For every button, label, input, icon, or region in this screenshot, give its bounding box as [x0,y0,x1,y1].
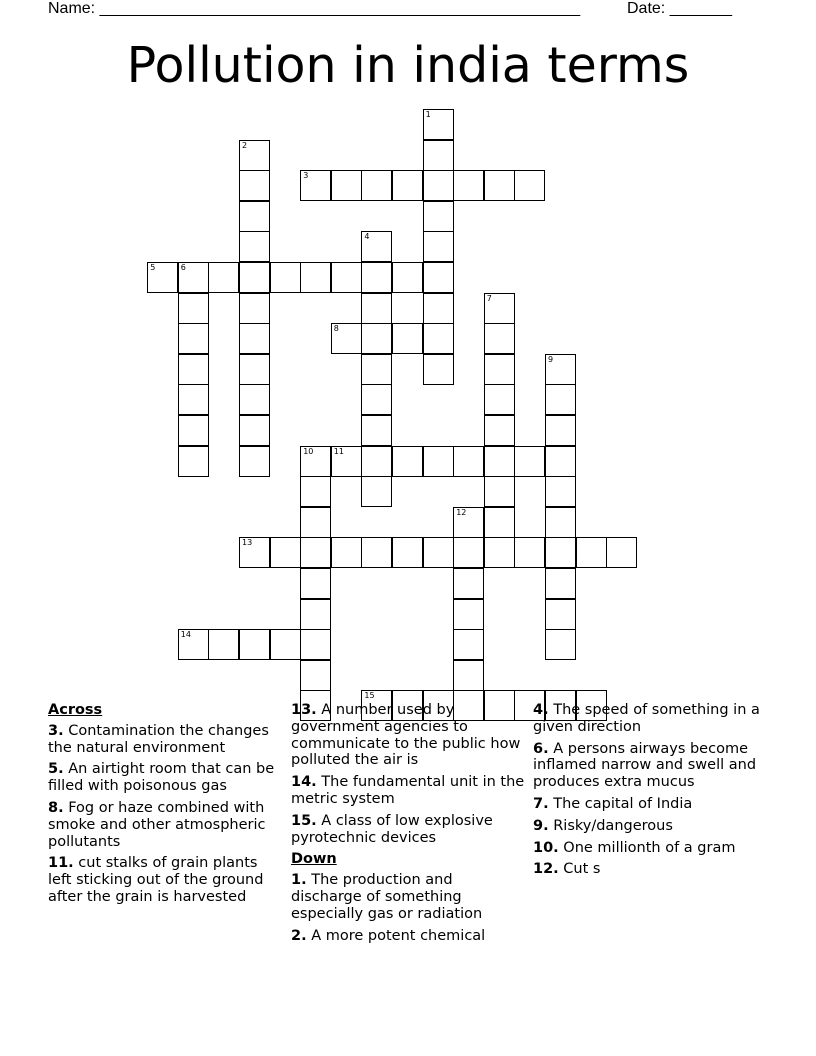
grid-cell[interactable] [239,170,270,201]
clue-item-number: 9. [533,817,549,834]
grid-cell[interactable] [361,476,392,507]
clue-number: 8 [333,324,339,334]
grid-cell[interactable] [239,446,270,477]
grid-cell[interactable] [423,446,454,477]
clue-item-number: 7. [533,795,549,812]
clue-item-text: A number used by government agencies to communicate to the public how polluted the air is [291,702,521,769]
grid-cell[interactable] [545,568,576,599]
grid-cell[interactable] [361,293,392,324]
clue-item [291,702,526,769]
clues-column-2 [291,702,526,949]
grid-cell[interactable] [147,262,178,293]
grid-cell[interactable] [453,660,484,691]
clue-number: 12 [456,507,467,517]
clue-number: 3 [303,171,309,181]
across-clue-list-continued [291,702,526,846]
grid-cell[interactable] [453,507,484,538]
clue-item [291,774,526,808]
clue-item-number: 8. [48,799,64,816]
grid-cell[interactable] [300,568,331,599]
grid-cell[interactable] [484,507,515,538]
clue-item [533,818,768,835]
clue-item [533,796,768,813]
clue-item-text: One millionth of a gram [563,839,736,856]
page-title: Pollution in india terms [126,37,690,94]
grid-cell[interactable] [545,476,576,507]
grid-cell[interactable] [300,507,331,538]
clue-item [48,800,283,850]
clue-item-number: 2. [291,927,307,944]
clue-number: 4 [364,232,370,242]
clue-item-number: 12. [533,861,559,878]
name-field-label: Name: ______________________________________________________ [48,0,581,17]
clue-number: 11 [333,446,344,456]
grid-cell[interactable] [514,537,545,568]
down-heading: Down [291,851,337,868]
clue-item-text: A more potent chemical [311,927,486,944]
grid-cell[interactable] [453,568,484,599]
clue-item-text: cut stalks of grain plants left sticking out of the ground after the grain is harvested [48,855,264,905]
clues-column-3 [533,702,768,883]
grid-cell[interactable] [300,537,331,568]
clue-number: 2 [242,140,248,150]
grid-cell[interactable] [178,384,209,415]
down-clue-list-continued [533,702,768,878]
grid-cell[interactable] [423,201,454,232]
grid-cell[interactable] [545,446,576,477]
grid-cell[interactable] [484,170,515,201]
grid-cell[interactable] [453,446,484,477]
date-field-label: Date: _______ [627,0,732,17]
clue-item-text: Fog or haze combined with smoke and other atmospheric pollutants [48,799,266,850]
grid-cell[interactable] [484,476,515,507]
grid-cell[interactable] [239,537,270,568]
grid-cell[interactable] [239,262,270,293]
clue-item-text: The speed of something in a given direction [533,702,760,735]
across-clue-list [48,723,283,906]
grid-cell[interactable] [331,170,362,201]
grid-cell[interactable] [484,354,515,385]
grid-cell[interactable] [361,415,392,446]
grid-cell[interactable] [423,231,454,262]
grid-cell[interactable] [392,537,423,568]
grid-cell[interactable] [239,384,270,415]
clue-item-number: 1. [291,872,307,889]
grid-cell[interactable] [178,354,209,385]
grid-cell[interactable] [178,293,209,324]
grid-cell[interactable] [453,629,484,660]
clue-item-number: 6. [533,740,549,757]
grid-cell[interactable] [423,170,454,201]
clue-item-text: Risky/dangerous [553,817,673,834]
grid-cell[interactable] [484,384,515,415]
grid-cell[interactable] [300,446,331,477]
clue-number: 7 [486,293,492,303]
clue-number: 1 [425,110,431,119]
grid-cell[interactable] [484,415,515,446]
clue-item-text: An airtight room that can be filled with poisonous gas [48,761,275,795]
grid-cell[interactable] [453,537,484,568]
clues-column-1 [48,702,283,911]
grid-cell[interactable] [392,262,423,293]
clue-item [291,813,526,847]
clue-item-number: 11. [48,855,74,872]
grid-cell[interactable] [361,170,392,201]
grid-cell[interactable] [239,201,270,232]
grid-cell[interactable] [423,109,454,140]
grid-cell[interactable] [331,446,362,477]
grid-cell[interactable] [331,323,362,354]
clue-item-text: Cut s [563,861,601,878]
clue-item [533,861,768,878]
grid-cell[interactable] [514,170,545,201]
clue-item-text: The production and discharge of something especially gas or radiation [291,872,483,922]
grid-cell[interactable] [423,293,454,324]
grid-cell[interactable] [423,323,454,354]
grid-cell[interactable] [361,537,392,568]
grid-cell[interactable] [270,262,301,293]
grid-cell[interactable] [423,354,454,385]
grid-cell[interactable] [423,262,454,293]
clue-item-number: 10. [533,839,559,856]
grid-cell[interactable] [392,170,423,201]
grid-cell[interactable] [239,354,270,385]
clue-item [291,928,526,945]
clue-item [533,741,768,791]
clue-number: 5 [150,263,156,272]
grid-cell[interactable] [361,323,392,354]
clue-item-text: Contamination the changes the natural environment [48,722,269,756]
grid-cell[interactable] [361,354,392,385]
grid-cell[interactable] [361,262,392,293]
clue-number: 10 [303,446,314,456]
grid-cell[interactable] [453,170,484,201]
grid-cell[interactable] [545,599,576,630]
grid-cell[interactable] [178,446,209,477]
grid-cell[interactable] [239,231,270,262]
grid-cell[interactable] [270,629,301,660]
grid-cell[interactable] [178,262,209,293]
clue-item-number: 4. [533,702,549,718]
grid-cell[interactable] [300,262,331,293]
grid-cell[interactable] [514,446,545,477]
grid-cell[interactable] [178,629,209,660]
grid-cell[interactable] [208,262,239,293]
clue-item [48,855,283,905]
across-heading: Across [48,702,103,718]
grid-cell[interactable] [392,323,423,354]
grid-cell[interactable] [239,629,270,660]
clue-item [291,872,526,922]
clue-item-text: A persons airways become inflamed narrow and swell and produces extra mucus [533,740,757,791]
clue-number: 15 [364,691,375,701]
clue-item [48,723,283,757]
grid-cell[interactable] [178,415,209,446]
grid-cell[interactable] [239,323,270,354]
grid-cell[interactable] [545,537,576,568]
grid-cell[interactable] [239,140,270,171]
clue-item-text: The capital of India [553,795,693,812]
grid-cell[interactable] [545,415,576,446]
clue-item-number: 13. [291,702,317,718]
grid-cell[interactable] [361,384,392,415]
clue-item-number: 3. [48,722,64,739]
grid-cell[interactable] [300,660,331,691]
down-clue-list [291,872,526,944]
grid-cell[interactable] [208,629,239,660]
grid-cell[interactable] [331,537,362,568]
grid-cell[interactable] [545,507,576,538]
grid-cell[interactable] [300,599,331,630]
clue-number: 6 [180,263,186,272]
grid-cell[interactable] [453,599,484,630]
grid-cell[interactable] [361,231,392,262]
grid-cell[interactable] [545,384,576,415]
clue-item-number: 14. [291,774,317,791]
clue-item-text: The fundamental unit in the metric system [291,774,525,807]
grid-cell[interactable] [484,323,515,354]
grid-cell[interactable] [239,293,270,324]
clue-item [533,702,768,736]
clue-number: 13 [242,538,253,548]
clue-item-number: 15. [291,812,317,829]
clue-item-text: A class of low explosive pyrotechnic devices [291,812,493,846]
grid-cell[interactable] [423,537,454,568]
grid-cell[interactable] [484,537,515,568]
grid-cell[interactable] [423,140,454,171]
clue-number: 14 [180,630,191,640]
grid-cell[interactable] [239,415,270,446]
clue-item [533,840,768,857]
clue-item-number: 5. [48,761,64,778]
grid-cell[interactable] [484,446,515,477]
grid-cell[interactable] [606,537,637,568]
grid-cell[interactable] [270,537,301,568]
grid-cell[interactable] [484,293,515,324]
grid-cell[interactable] [545,354,576,385]
grid-cell[interactable] [300,476,331,507]
grid-cell[interactable] [545,629,576,660]
grid-cell[interactable] [300,170,331,201]
grid-cell[interactable] [392,446,423,477]
grid-cell[interactable] [178,323,209,354]
grid-cell[interactable] [576,537,607,568]
grid-cell[interactable] [331,262,362,293]
clue-item [48,761,283,795]
grid-cell[interactable] [300,629,331,660]
clue-number: 9 [548,354,554,364]
grid-cell[interactable] [361,446,392,477]
